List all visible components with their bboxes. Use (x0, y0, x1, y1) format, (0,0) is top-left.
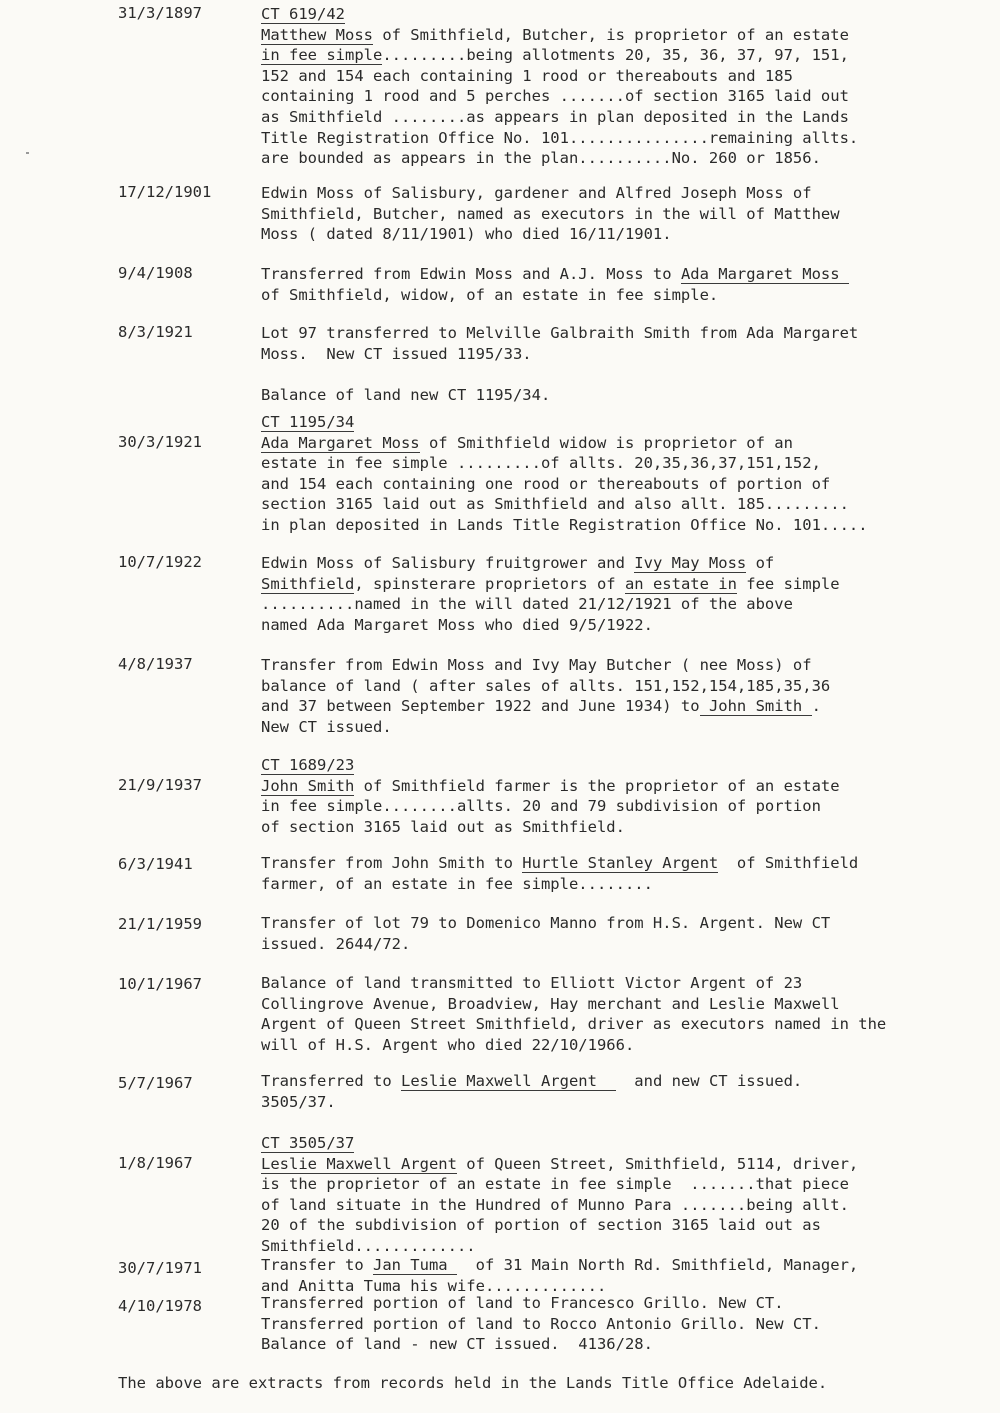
entry-line (261, 453, 996, 474)
entry-line (261, 1154, 996, 1175)
entry-text-segment: and 37 between September 1922 and June 1934) to (261, 697, 700, 716)
entry-text-segment: Collingrove Avenue, Broadview, Hay merchant and Leslie Maxwell (261, 994, 840, 1013)
entry-text-segment: of Smithfield, Butcher, is proprietor of an estate (372, 25, 849, 44)
entry-line (261, 515, 996, 536)
entry-line (261, 148, 996, 169)
entry-date: 21/9/1937 (118, 776, 202, 794)
entry-line (261, 45, 996, 66)
entry-text-segment: estate in fee simple .........of allts. 20,35,36,37,151,152, (261, 454, 821, 473)
entry-text-segment: and new CT issued. (615, 1072, 803, 1090)
entry-text (261, 973, 996, 1055)
entry-text-segment: of (746, 554, 775, 572)
entry-line (261, 364, 996, 385)
entry-text-segment: Transferred from Edwin Moss and A.J. Moss to (261, 265, 681, 283)
entry-line (261, 128, 996, 149)
entry-line (261, 874, 996, 895)
entry-line (261, 323, 996, 344)
entry-text-segment: of Queen Street, Smithfield, 5114, driver, (456, 1154, 859, 1173)
entry-line (261, 86, 996, 107)
entry-text-segment: Title Registration Office No. 101...............remaining allts. (261, 128, 859, 147)
entry-line (261, 615, 996, 636)
entry-text-segment: Balance of land transmitted to Elliott Victor Argent of 23 (261, 974, 803, 992)
entry-text (261, 264, 996, 305)
entry-line (261, 1334, 996, 1355)
entry-date: 8/3/1921 (118, 323, 193, 341)
entry-date: 9/4/1908 (118, 264, 193, 282)
entry-text-segment: Edwin Moss of Salisbury, gardener and Alfred Joseph Moss of (261, 184, 812, 202)
entry-text-segment: in plan deposited in Lands Title Registration Office No. 101..... (261, 515, 868, 534)
entry-line (261, 385, 996, 406)
entry-text-segment: in fee simple........allts. 20 and 79 subdivision of portion (261, 797, 821, 816)
entry-text-segment: Smithfield, Butcher, named as executors in the will of Matthew (261, 204, 840, 223)
entry-text-segment: of Smithfield, widow, of an estate in fee simple. (261, 285, 719, 304)
underlined-text: Hurtle Stanley Argent (522, 854, 719, 872)
entry-line (261, 817, 996, 838)
underlined-text: Ada Margaret Moss (680, 265, 849, 283)
underlined-text: Jan Tuma (372, 1256, 457, 1274)
entry-text-segment: Moss. New CT issued 1195/33. (261, 344, 532, 363)
entry-text-segment: , spinsterare proprietors of (354, 574, 625, 593)
entry-line (261, 107, 996, 128)
entry-date: 4/8/1937 (118, 655, 193, 673)
entry-date: 1/8/1967 (118, 1154, 193, 1172)
entry-text-segment: Transfer from John Smith to (261, 854, 523, 872)
underlined-text: John Smith (699, 697, 812, 716)
entry-text-segment: containing 1 rood and 5 perches .......of section 3165 laid out (261, 87, 849, 106)
entry-line (261, 494, 996, 515)
underlined-text: CT 3505/37 (261, 1134, 355, 1152)
underlined-text: Matthew Moss (261, 25, 373, 44)
entry-date: 4/10/1978 (118, 1297, 202, 1315)
entry-text-segment: fee simple (736, 574, 840, 593)
underlined-text: Smithfield (261, 574, 355, 593)
entry-line (261, 264, 996, 285)
entry-text (261, 913, 996, 954)
entry-line (261, 1071, 996, 1092)
entry-date: 21/1/1959 (118, 915, 202, 933)
entry-text-segment: Lot 97 transferred to Melville Galbraith Smith from Ada Margaret (261, 324, 859, 342)
entry-line (261, 594, 996, 615)
entry-date: 6/3/1941 (118, 855, 193, 873)
entry-line (261, 994, 996, 1015)
entry-text (261, 1293, 996, 1355)
entry-text-segment: section 3165 laid out as Smithfield and also allt. 185......... (261, 495, 849, 514)
entry-text-segment: as Smithfield ........as appears in plan deposited in the Lands (261, 107, 849, 126)
entry-line (261, 1236, 996, 1257)
entry-text (261, 853, 996, 894)
entry-date: 5/7/1967 (118, 1074, 193, 1092)
entry-text-segment (261, 365, 270, 383)
entry-line (261, 183, 996, 204)
entry-line (261, 776, 996, 797)
underlined-text: CT 619/42 (261, 5, 345, 23)
entry-text (261, 183, 996, 245)
underlined-text: in fee simple (261, 46, 383, 65)
entry-line (261, 4, 996, 25)
entry-line (261, 1133, 996, 1154)
entry-text-segment: Argent of Queen Street Smithfield, driver as executors named in the (261, 1015, 887, 1034)
entry-text (261, 323, 996, 405)
entry-text-segment: and Anitta Tuma his wife............. (261, 1276, 607, 1295)
entry-text-segment: farmer, of an estate in fee simple........ (261, 874, 653, 893)
entry-text (261, 655, 996, 737)
entry-line (261, 412, 996, 433)
entry-line (261, 1293, 996, 1314)
entry-text-segment: are bounded as appears in the plan..........No. 260 or 1856. (261, 149, 821, 168)
entry-text-segment: Transferred to (261, 1072, 401, 1090)
entry-line (261, 913, 996, 934)
entry-line (261, 796, 996, 817)
underlined-text: an estate in (624, 574, 737, 593)
entry-text (261, 1071, 996, 1112)
underlined-text: Ivy May Moss (634, 554, 747, 572)
entry-text-segment: 20 of the subdivision of portion of section 3165 laid out as (261, 1216, 821, 1235)
entry-line (261, 1195, 996, 1216)
entry-text-segment: 3505/37. (261, 1092, 336, 1111)
entry-line (261, 1215, 996, 1236)
entry-line (261, 474, 996, 495)
entry-text-segment: 152 and 154 each containing 1 rood or thereabouts and 185 (261, 66, 793, 85)
entry-line (261, 553, 996, 574)
entry-line (261, 204, 996, 225)
entry-line (261, 25, 996, 46)
entry-text-segment: . (811, 697, 821, 716)
entry-date: 31/3/1897 (118, 4, 202, 22)
entry-line (261, 1014, 996, 1035)
entry-line (261, 224, 996, 245)
entry-line (261, 655, 996, 676)
entry-text-segment: and 154 each containing one rood or thereabouts of portion of (261, 474, 831, 493)
entry-text-segment: named Ada Margaret Moss who died 9/5/1922. (261, 615, 653, 634)
entry-line (261, 1314, 996, 1335)
entry-date: 17/12/1901 (118, 183, 212, 201)
entry-text-segment: balance of land ( after sales of allts. 151,152,154,185,35,36 (261, 676, 831, 695)
entry-text-segment: Edwin Moss of Salisbury fruitgrower and (261, 554, 635, 572)
underlined-text: Leslie Maxwell Argent (261, 1154, 457, 1173)
entry-text (261, 755, 996, 837)
underlined-text: Ada Margaret Moss (261, 433, 420, 452)
underlined-text: John Smith (261, 776, 355, 795)
entry-text (261, 412, 996, 536)
entry-text-segment: issued. 2644/72. (261, 934, 411, 953)
entry-date: 10/1/1967 (118, 975, 202, 993)
entry-line (261, 1174, 996, 1195)
underlined-text: CT 1195/34 (261, 413, 355, 431)
entry-text-segment: of section 3165 laid out as Smithfield. (261, 817, 625, 836)
entry-text (261, 4, 996, 169)
entry-text-segment: .........being allotments 20, 35, 36, 37, 97, 151, (382, 46, 849, 65)
entry-text-segment: Transfer to (261, 1256, 373, 1274)
entry-text-segment: Transfer from Edwin Moss and Ivy May Butcher ( nee Moss) of (261, 656, 812, 674)
entry-line (261, 344, 996, 365)
entry-date: 30/3/1921 (118, 433, 202, 451)
entry-text-segment: of 31 Main North Rd. Smithfield, Manager, (456, 1256, 859, 1274)
entry-text-segment: Balance of land new CT 1195/34. (261, 385, 551, 404)
entry-date: 10/7/1922 (118, 553, 202, 571)
entry-line (261, 717, 996, 738)
entry-line (261, 1092, 996, 1113)
entry-text (261, 1133, 996, 1257)
entry-text-segment: Transferred portion of land to Francesco Grillo. New CT. (261, 1294, 784, 1312)
entry-line (261, 973, 996, 994)
entry-line (261, 66, 996, 87)
entry-text-segment: Balance of land - new CT issued. 4136/28. (261, 1335, 653, 1354)
entry-text-segment: Smithfield............. (261, 1236, 476, 1255)
entry-text-segment: is the proprietor of an estate in fee simple .......that piece (261, 1175, 849, 1194)
entry-line (261, 1255, 996, 1276)
entry-text (261, 553, 996, 635)
entry-date: 30/7/1971 (118, 1259, 202, 1277)
entry-line (261, 1035, 996, 1056)
entry-text (261, 1255, 996, 1296)
entry-line (261, 696, 996, 717)
entry-text-segment: of Smithfield widow is proprietor of an (419, 433, 793, 452)
entry-line (261, 574, 996, 595)
entry-text-segment: of Smithfield (718, 854, 859, 872)
entry-text-segment: of land situate in the Hundred of Munno Para .......being allt. (261, 1195, 849, 1214)
entry-line (261, 285, 996, 306)
entry-text-segment: ..........named in the will dated 21/12/1921 of the above (261, 595, 793, 614)
entry-text-segment: New CT issued. (261, 717, 392, 736)
entry-line (261, 853, 996, 874)
entry-text-segment: Moss ( dated 8/11/1901) who died 16/11/1901. (261, 225, 672, 244)
entry-text-segment: Transfer of lot 79 to Domenico Manno from H.S. Argent. New CT (261, 914, 831, 932)
underlined-text: CT 1689/23 (261, 756, 355, 774)
entry-text-segment: of Smithfield farmer is the proprietor of an estate (354, 776, 840, 795)
underlined-text: Leslie Maxwell Argent (400, 1072, 616, 1090)
entry-line (261, 934, 996, 955)
entry-text-segment: Transferred portion of land to Rocco Antonio Grillo. New CT. (261, 1314, 821, 1333)
footer-note: The above are extracts from records held in the Lands Title Office Adelaide. (118, 1374, 828, 1392)
entry-line (261, 433, 996, 454)
entry-text-segment: will of H.S. Argent who died 22/10/1966. (261, 1035, 635, 1054)
entry-line (261, 676, 996, 697)
scan-speck (26, 152, 29, 154)
entry-line (261, 755, 996, 776)
